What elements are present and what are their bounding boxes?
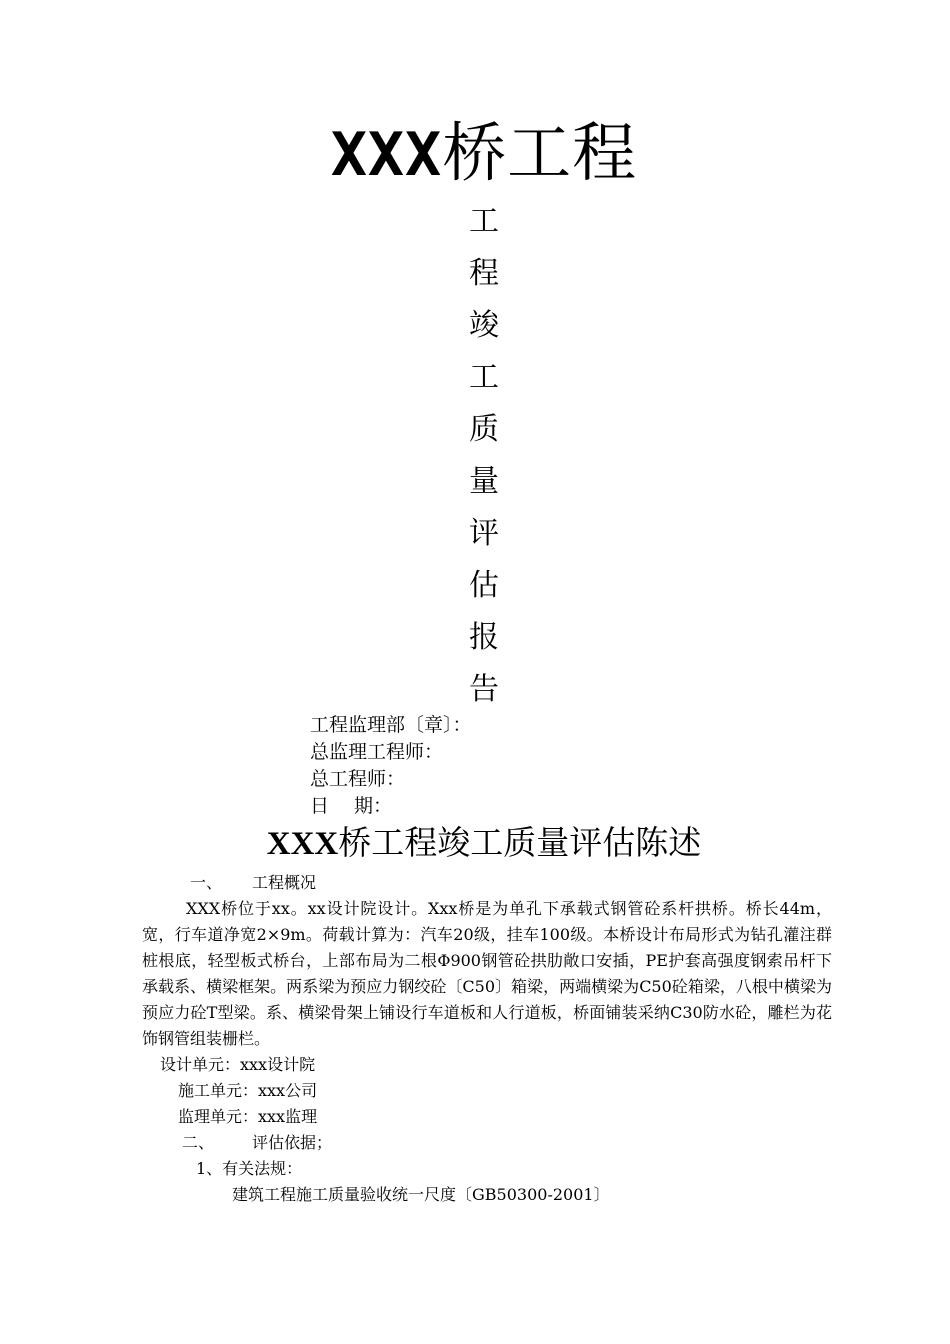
supervision-dept-seal-line: 工程监理部〔章〕： [310,714,472,736]
vertical-title-char: 评 [469,516,499,551]
vertical-report-title [464,196,504,716]
vertical-title-char: 报 [469,620,499,655]
statement-title-latin: XXX [266,826,339,862]
vertical-title-char: 竣 [469,308,499,343]
supervision-unit: 监理单元：xxx监理 [178,1107,318,1126]
cover-title-latin: XXX [330,120,443,190]
statement-title [0,818,950,869]
design-unit: 设计单元：xxx设计院 [160,1055,316,1074]
overview-paragraph: XXX桥位于xx。xx设计院设计。Xxx桥是为单孔下承载式钢管砼系杆拱桥。桥长44m，宽，行车道净宽2×9m。荷载计算为：汽车20级，挂车100级。本桥设计布局形式为钻孔灌注群桩根底，轻型板式桥台，上部布局为二根Φ900钢管砼拱肋敞口安插，PE护套高强度钢索吊杆下承载系、横梁框架。两系梁为预应力钢绞砼〔C50〕箱梁，两端横梁为C50砼箱梁，八根中横梁为预应力砼T型梁。系、横梁骨架上铺设行车道板和人行道板，桥面铺装采纳C30防水砼，雕栏为花饰钢管组装栅栏。 [142,899,832,1048]
cover-title-cn: 桥工程 [442,117,638,191]
statement-title-cn: 桥工程竣工质量评估陈述 [338,823,702,862]
section-title: 评估依据； [252,1133,333,1152]
statement-body [142,870,832,1208]
vertical-title-char: 工 [469,204,499,239]
chief-supervisor-line: 总监理工程师： [310,741,444,763]
section-title: 工程概况 [252,873,317,892]
standard-reference: 建筑工程施工质量验收统一尺度〔GB50300-2001〕 [232,1185,610,1204]
signature-block [310,712,670,820]
section-number: 二、 [182,1133,215,1152]
cover-title [0,112,950,197]
date-line: 日 期： [310,795,393,817]
vertical-title-char: 量 [469,464,499,499]
construction-unit: 施工单元：xxx公司 [178,1081,318,1100]
vertical-title-char: 工 [469,360,499,395]
section-number: 一、 [190,873,223,892]
vertical-title-char: 告 [469,672,499,707]
section-heading-basis [142,1130,832,1156]
vertical-title-char: 程 [469,256,499,291]
section-heading-overview [142,870,832,896]
vertical-title-char: 质 [469,412,499,447]
chief-engineer-line: 总工程师： [310,768,406,790]
vertical-title-char: 估 [469,568,499,603]
regulations-item: 1、有关法规： [196,1159,303,1178]
